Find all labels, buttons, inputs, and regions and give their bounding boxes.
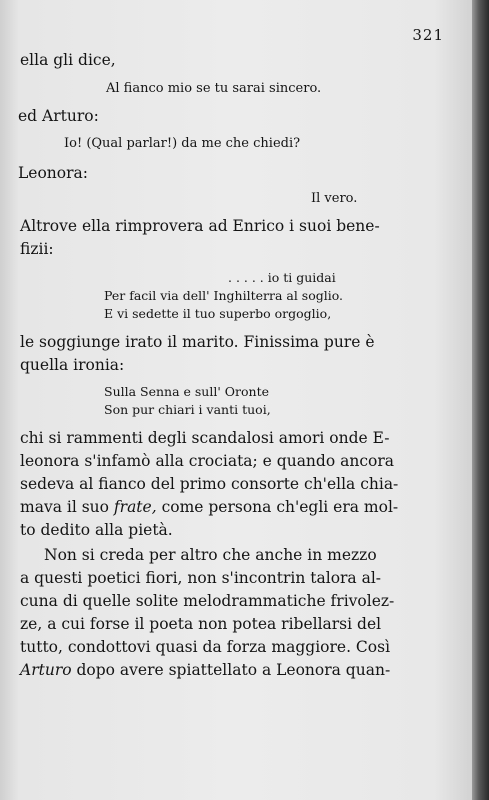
text-line: le soggiunge irato il marito. Finissima pure è <box>20 333 375 351</box>
text-line: sedeva al fianco del primo consorte ch'ella chia- <box>20 475 399 493</box>
verse-line: . . . . . io ti guidai <box>228 270 336 285</box>
text-line: Non si creda per altro che anche in mezzo <box>44 546 377 564</box>
book-edge <box>472 0 489 800</box>
text-line: Leonora: <box>18 164 88 182</box>
verse-line: Io! (Qual parlar!) da me che chiedi? <box>64 136 301 151</box>
text-line: chi si rammenti degli scandalosi amori onde E- <box>20 429 390 447</box>
text-line: a questi poetici fiori, non s'incontrin talora al- <box>20 569 382 587</box>
text-line: ze, a cui forse il poeta non potea ribellarsi del <box>20 615 382 633</box>
text-line: quella ironia: <box>20 356 125 374</box>
text-line: fizii: <box>20 240 54 258</box>
italic-word: frate, <box>113 498 157 516</box>
verse-line: Son pur chiari i vanti tuoi, <box>104 402 271 417</box>
text-segment: mava il suo <box>20 498 109 516</box>
text-segment: come persona ch'egli era mol- <box>156 498 399 516</box>
verse-line: Il vero. <box>311 191 358 206</box>
page-number: 321 <box>412 26 444 44</box>
verse-line: Al fianco mio se tu sarai sincero. <box>106 81 322 96</box>
text-line: ed Arturo: <box>18 107 99 125</box>
verse-line: E vi sedette il tuo superbo orgoglio, <box>104 306 332 321</box>
text-line <box>20 497 398 517</box>
text-segment: dopo avere spiattellato a Leonora quan- <box>71 661 391 679</box>
text-line: leonora s'infamò alla crociata; e quando ancora <box>20 452 394 470</box>
italic-word: Arturo <box>20 661 72 679</box>
text-line: tutto, condottovi quasi da forza maggiore. Così <box>20 638 391 656</box>
text-line: ella gli dice, <box>20 51 116 69</box>
verse-line: Per facil via dell' Inghilterra al soglio. <box>104 288 344 303</box>
text-line: cuna di quelle solite melodrammatiche frivolez- <box>20 592 395 610</box>
text-line: to dedito alla pietà. <box>20 521 173 539</box>
verse-line: Sulla Senna e sull' Oronte <box>104 384 269 399</box>
text-line <box>20 660 390 680</box>
text-line: Altrove ella rimprovera ad Enrico i suoi bene- <box>20 217 380 235</box>
